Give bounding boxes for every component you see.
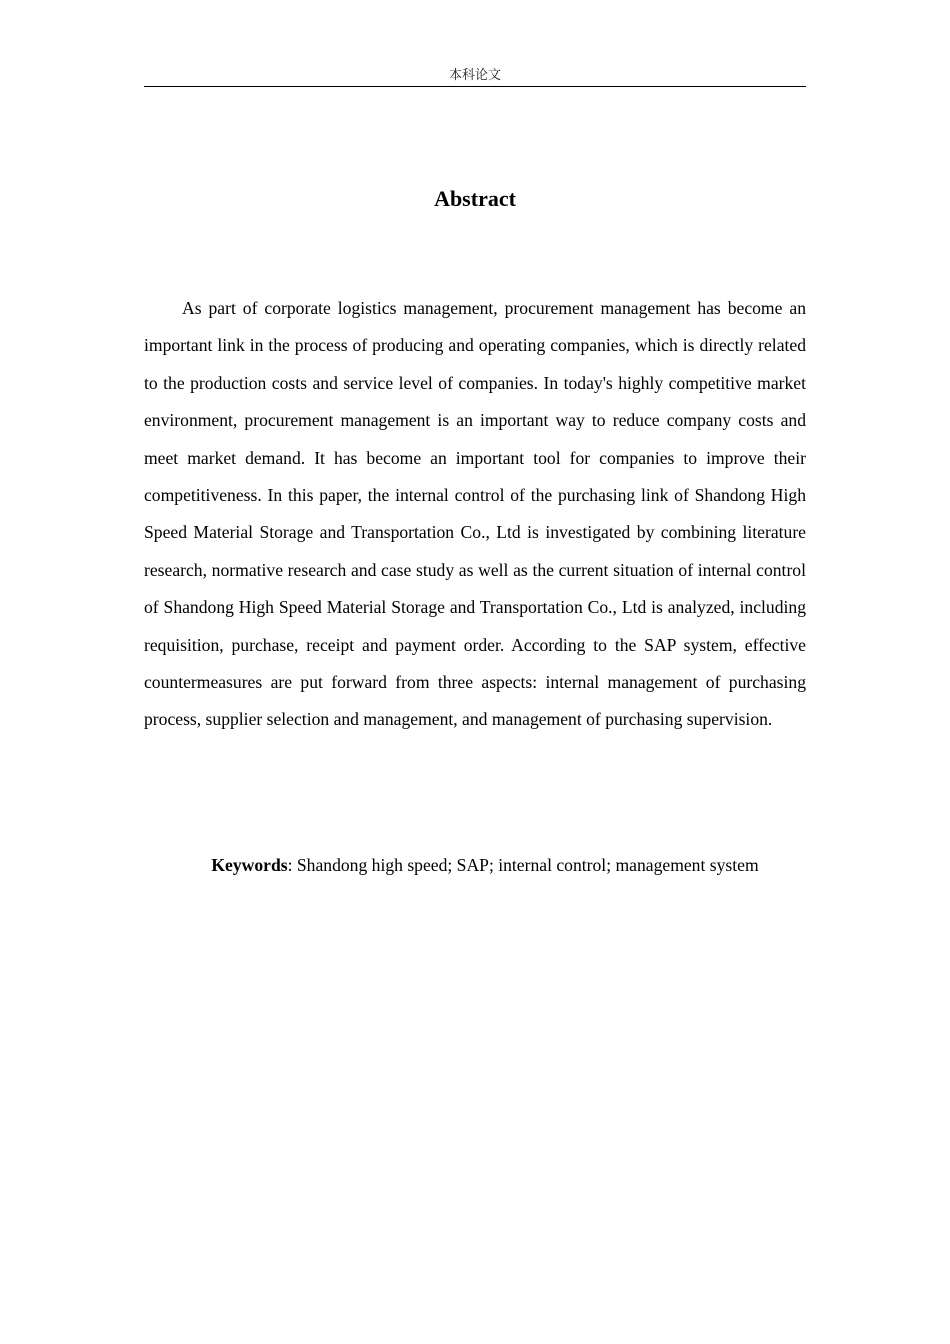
abstract-title: Abstract	[434, 186, 516, 211]
running-header: 本科论文	[448, 68, 501, 83]
abstract-body: As part of corporate logistics management, procurement management has become an important link in the process of producing and operating companies, which is directly related to the production costs and service level of companies. In today's highly competitive market environment, procurement management is an important way to reduce company costs and meet market demand. It has become an important tool for companies to improve their competitiveness. In this paper, the internal control of the purchasing link of Shandong High Speed Material Storage and Transportation Co., Ltd is investigated by combining literature research, normative research and case study as well as the current situation of internal control of Shandong High Speed Material Storage and Transportation Co., Ltd is analyzed, including requisition, purchase, receipt and payment order. According to the SAP system, effective countermeasures are put forward from three aspects: internal management of purchasing process, supplier selection and management, and management of purchasing supervision.	[144, 298, 806, 730]
keywords-label: Keywords	[211, 855, 288, 875]
header-rule	[144, 86, 806, 87]
keywords-line	[144, 851, 826, 879]
keywords-separator: :	[287, 855, 297, 875]
keywords-text: Shandong high speed; SAP; internal control; management system	[296, 855, 759, 875]
